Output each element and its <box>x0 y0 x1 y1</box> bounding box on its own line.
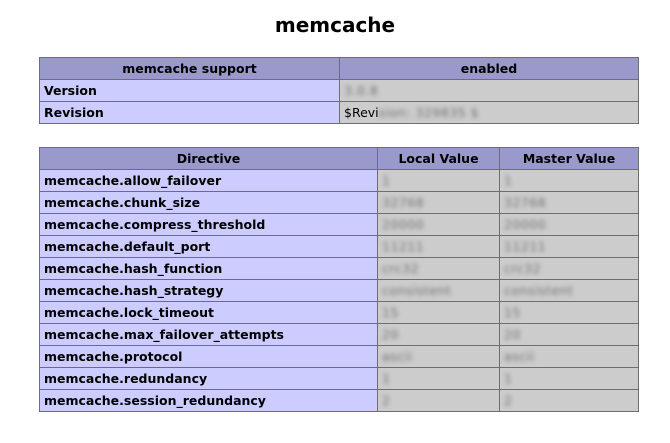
master-value <box>500 192 639 214</box>
master-value-text: 1 <box>504 173 513 188</box>
table-row <box>40 102 639 124</box>
directive-name: memcache.allow_failover <box>40 170 378 192</box>
directive-table <box>39 147 639 412</box>
local-value <box>378 368 500 390</box>
master-value-text: 32768 <box>504 195 547 210</box>
local-value-text: 20 <box>382 327 399 342</box>
revision-value <box>340 102 639 124</box>
local-value <box>378 236 500 258</box>
master-value-text: 2 <box>504 393 513 408</box>
directive-name: memcache.default_port <box>40 236 378 258</box>
master-value-text: ascii <box>504 349 535 364</box>
table-row <box>40 170 639 192</box>
support-header-row <box>40 58 639 80</box>
directive-name: memcache.protocol <box>40 346 378 368</box>
local-value <box>378 170 500 192</box>
directive-name: memcache.redundancy <box>40 368 378 390</box>
local-value-text: 20000 <box>382 217 425 232</box>
master-value <box>500 170 639 192</box>
local-value <box>378 302 500 324</box>
directive-name: memcache.hash_function <box>40 258 378 280</box>
directive-name: memcache.hash_strategy <box>40 280 378 302</box>
master-value <box>500 324 639 346</box>
revision-value-prefix: $Revi <box>344 105 379 120</box>
directive-name: memcache.compress_threshold <box>40 214 378 236</box>
directive-header: Directive <box>40 148 378 170</box>
directive-header-row <box>40 148 639 170</box>
local-value-text: crc32 <box>382 261 420 276</box>
master-value-text: crc32 <box>504 261 542 276</box>
table-row <box>40 390 639 412</box>
local-value-text: ascii <box>382 349 413 364</box>
table-row <box>40 80 639 102</box>
table-row <box>40 258 639 280</box>
page-title: memcache <box>274 13 396 37</box>
master-value <box>500 302 639 324</box>
table-row <box>40 324 639 346</box>
master-value-text: 1 <box>504 371 513 386</box>
master-value-header: Master Value <box>500 148 639 170</box>
version-label: Version <box>40 80 340 102</box>
master-value-text: 20 <box>504 327 521 342</box>
table-row <box>40 192 639 214</box>
table-row <box>40 302 639 324</box>
local-value-header: Local Value <box>378 148 500 170</box>
local-value <box>378 192 500 214</box>
local-value-text: 15 <box>382 305 399 320</box>
master-value <box>500 214 639 236</box>
master-value <box>500 368 639 390</box>
version-value-text: 3.0.8 <box>344 83 379 98</box>
master-value <box>500 236 639 258</box>
local-value <box>378 390 500 412</box>
table-row <box>40 368 639 390</box>
local-value <box>378 346 500 368</box>
support-header-status: enabled <box>340 58 639 80</box>
table-row <box>40 214 639 236</box>
local-value <box>378 324 500 346</box>
local-value-text: 1 <box>382 173 391 188</box>
local-value-text: 32768 <box>382 195 425 210</box>
table-row <box>40 346 639 368</box>
local-value-text: 11211 <box>382 239 425 254</box>
master-value-text: 20000 <box>504 217 547 232</box>
master-value <box>500 390 639 412</box>
master-value-text: 15 <box>504 305 521 320</box>
memcache-support-table <box>39 57 639 124</box>
directive-name: memcache.max_failover_attempts <box>40 324 378 346</box>
local-value-text: consistent <box>382 283 452 298</box>
master-value-text: consistent <box>504 283 574 298</box>
directive-name: memcache.session_redundancy <box>40 390 378 412</box>
master-value <box>500 258 639 280</box>
local-value <box>378 214 500 236</box>
directive-name: memcache.chunk_size <box>40 192 378 214</box>
directive-name: memcache.lock_timeout <box>40 302 378 324</box>
local-value-text: 1 <box>382 371 391 386</box>
master-value <box>500 280 639 302</box>
table-row <box>40 236 639 258</box>
local-value <box>378 280 500 302</box>
local-value-text: 2 <box>382 393 391 408</box>
version-value <box>340 80 639 102</box>
table-row <box>40 280 639 302</box>
master-value-text: 11211 <box>504 239 547 254</box>
revision-label: Revision <box>40 102 340 124</box>
master-value <box>500 346 639 368</box>
support-header-label: memcache support <box>40 58 340 80</box>
local-value <box>378 258 500 280</box>
revision-value-text: sion: 329835 $ <box>378 105 480 120</box>
